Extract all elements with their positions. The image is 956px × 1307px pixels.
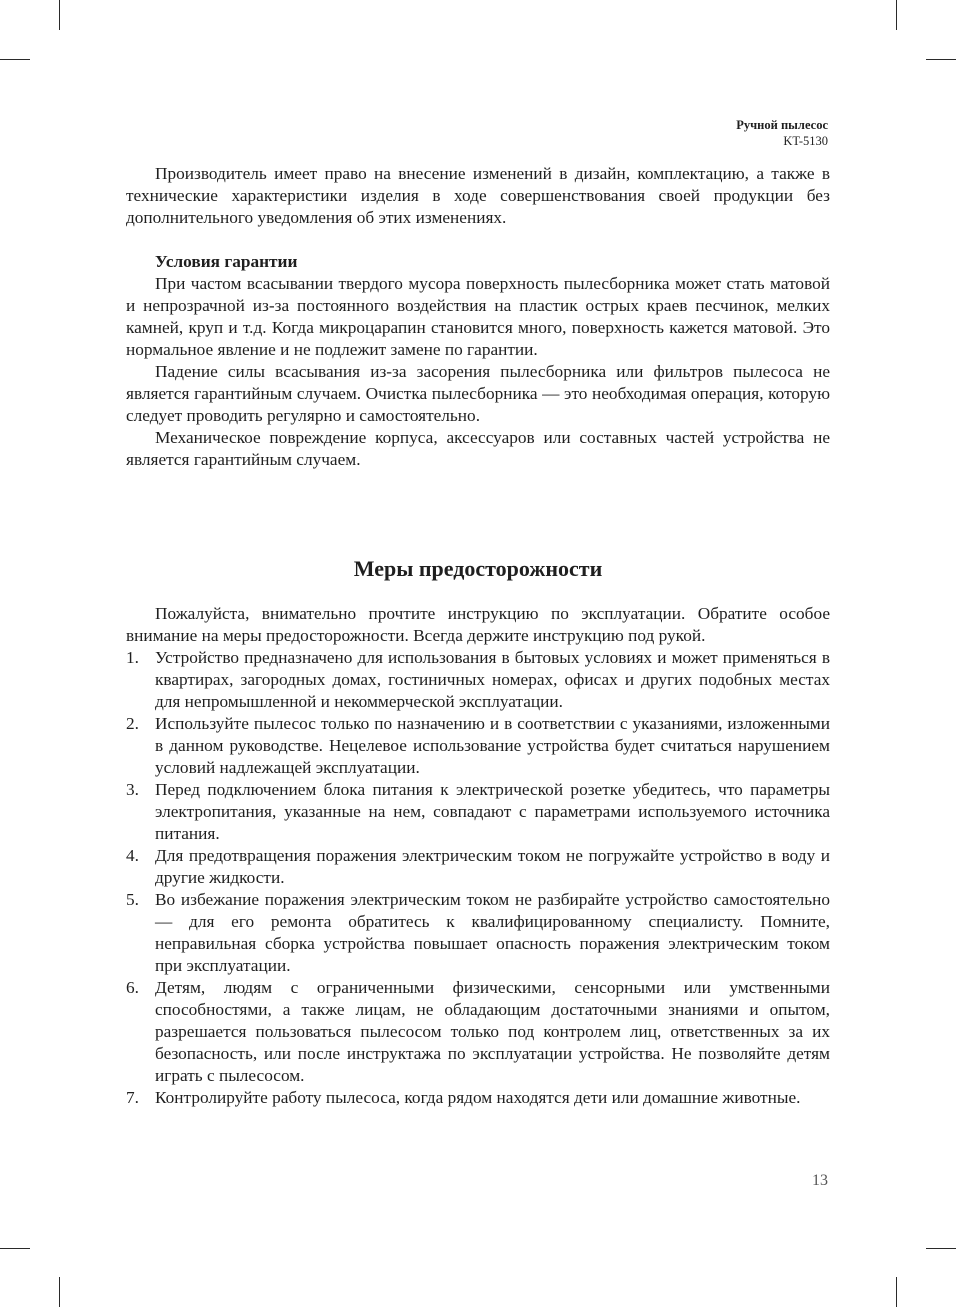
running-header [736, 117, 828, 149]
list-item-number: 7. [126, 1088, 139, 1107]
section-title: Меры предосторожности [353, 556, 603, 581]
precautions-section [126, 603, 830, 1109]
list-item-number: 1. [126, 648, 139, 667]
list-item [126, 1087, 830, 1109]
list-item-number: 5. [126, 890, 139, 909]
intro-paragraph: Производитель имеет право на внесение изменений в дизайн, комплектацию, а также в технические характеристики изделия в ходе совершенствования своей продукции без дополнительного уведомления об этих изменениях. [126, 164, 830, 227]
precautions-list [126, 647, 830, 1109]
list-item [126, 713, 830, 779]
warranty-paragraph: Механическое повреждение корпуса, аксессуаров или составных частей устройства не является гарантийным случаем. [126, 428, 830, 469]
list-item-number: 3. [126, 780, 139, 799]
page-number: 13 [812, 1172, 828, 1189]
crop-mark [896, 0, 897, 30]
list-item-text: Контролируйте работу пылесоса, когда рядом находятся дети или домашние животные. [155, 1088, 801, 1107]
list-item-number: 2. [126, 714, 139, 733]
list-item [126, 977, 830, 1087]
precautions-intro: Пожалуйста, внимательно прочтите инструкцию по эксплуатации. Обратите особое внимание на меры предосторожности. Всегда держите инструкцию под рукой. [126, 604, 830, 645]
intro-section [126, 163, 830, 229]
crop-mark [0, 59, 30, 60]
warranty-paragraph: Падение силы всасывания из-за засорения пылесборника или фильтров пылесоса не является гарантийным случаем. Очистка пылесборника — это необходимая операция, которую следует проводить регулярно и самостоятельно. [126, 362, 830, 425]
crop-mark [926, 1248, 956, 1249]
list-item-text: Перед подключением блока питания к электрической розетке убедитесь, что параметры электропитания, указанные на нем, совпадают с параметрами используемого источника питания. [155, 780, 830, 843]
list-item-text: Устройство предназначено для использования в бытовых условиях и может применяться в квартирах, загородных домах, гостиничных номерах, офисах и других подобных местах для непромышленной и некоммерческой эксплуатации. [155, 648, 830, 711]
crop-mark [59, 1277, 60, 1307]
header-product: Ручной пылесос [736, 118, 828, 132]
list-item [126, 779, 830, 845]
list-item-text: Для предотвращения поражения электрическим током не погружайте устройство в воду и другие жидкости. [155, 846, 830, 887]
list-item-number: 6. [126, 978, 139, 997]
header-model: KT-5130 [783, 134, 828, 148]
crop-mark [0, 1248, 30, 1249]
warranty-paragraph: При частом всасывании твердого мусора поверхность пылесборника может стать матовой и непрозрачной из-за постоянного воздействия на пластик острых краев песчинок, мелких камней, круп и т.д. Когда микроцарапин становится много, поверхность кажется матовой. Это нормальное явление и не подлежит замене по гарантии. [126, 274, 830, 359]
list-item [126, 647, 830, 713]
crop-mark [59, 0, 60, 30]
list-item-text: Во избежание поражения электрическим током не разбирайте устройство самостоятельно — для его ремонта обратитесь к квалифицированному специалисту. Помните, неправильная сборка устройства повышает опасность поражения электрическим током при эксплуатации. [155, 890, 830, 975]
warranty-heading: Условия гарантии [155, 252, 298, 271]
list-item-text: Используйте пылесос только по назначению и в соответствии с указаниями, изложенными в данном руководстве. Нецелевое использование устройства будет считаться нарушением условий надлежащей эксплуатации. [155, 714, 830, 777]
crop-mark [896, 1277, 897, 1307]
list-item [126, 845, 830, 889]
warranty-section [126, 251, 830, 471]
crop-mark [926, 59, 956, 60]
list-item-text: Детям, людям с ограниченными физическими, сенсорными или умственными способностями, а также лицам, не обладающим достаточными знаниями и опытом, разрешается пользоваться пылесосом только под контролем лиц, ответственных за их безопасность, или после инструктажа по эксплуатации устройства. Не позволяйте детям играть с пылесосом. [155, 978, 830, 1085]
list-item [126, 889, 830, 977]
list-item-number: 4. [126, 846, 139, 865]
